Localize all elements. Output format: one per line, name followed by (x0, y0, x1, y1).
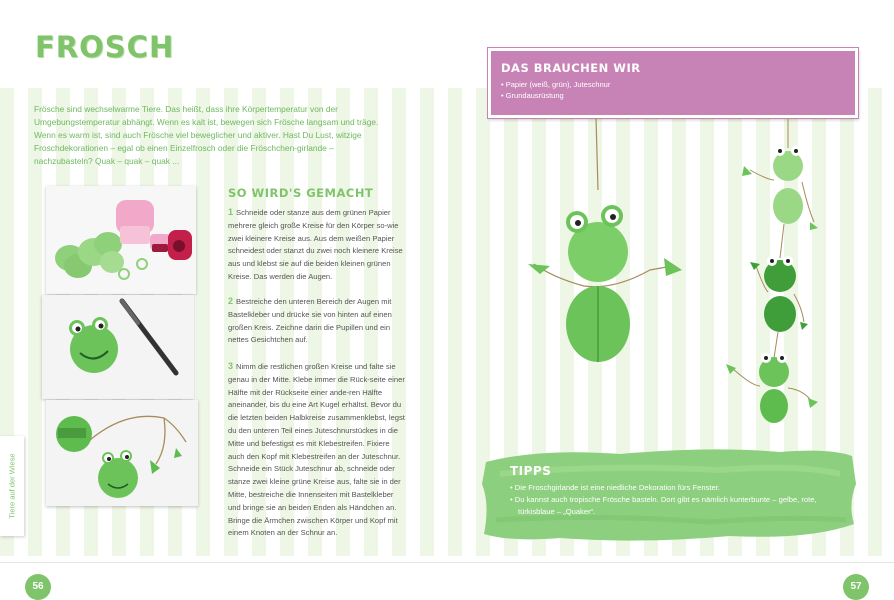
big-frog-figure (528, 118, 682, 362)
tips-item: • Du kannst auch tropische Frösche basteln. Dort gibt es nämlich kunterbunte – gelbe, rote, türkisblaue – „Quaker“. (510, 494, 850, 518)
materials-list (501, 79, 845, 101)
photo-frog-face-pen (42, 295, 194, 399)
tips-heading: TIPPS (510, 464, 552, 478)
step-number: 3 (228, 361, 234, 371)
tips-box (480, 444, 860, 544)
small-frog-middle (750, 224, 808, 332)
materials-heading: DAS BRAUCHEN WIR (501, 61, 641, 75)
chapter-side-tab (0, 436, 24, 536)
small-frog-bottom (726, 332, 818, 423)
instructions-heading: SO WIRD'S GEMACHT (228, 186, 374, 200)
photo-punch-circles (46, 186, 196, 294)
step-text: Nimm die restlichen großen Kreise und falte sie genau in der Mitte. Klebe immer die Rück-seite einer Hälfte mit der Rückseite einer ande-ren Hälfte aneinander, bis du eine Art Kugel erhältst. Bevor du die letzten beiden Halbkreise zusammenklebst, legst du den unteren Teil eines Juteschnurstückes in die Mitte und befestigst es mit Klebestreifen. Fixiere auch den Kopf mit Klebestreifen an der Juteschnur. Schneide ein Stück Juteschnur ab, schneide oder stanze zwei kleine grüne Kreise aus, falte sie in der Mitte, bestreiche die Innenseiten mit Bastelkleber und bringe sie an beiden Enden als Händchen an. Bringe die Ärmchen zwischen Körper und Kopf mit einem Knoten an der Schnur an. (228, 362, 405, 538)
frog-face-pen-illustration (42, 295, 194, 399)
small-frog-top (742, 118, 818, 230)
step-number: 2 (228, 296, 234, 306)
materials-item: • Grundausrüstung (501, 90, 845, 101)
tips-list (510, 482, 850, 518)
frog-string-illustration (46, 400, 198, 506)
step-text: Schneide oder stanze aus dem grünen Papier mehrere gleich große Kreise für den Körper so-wie zwei kleinere Kreise aus. Aus dem weißen Papier schneidest oder stanzt du zwei noch kleinere Kreise aus und klebst sie auf die beiden kleinen grünen Kreise. Das werden die Augen. (228, 208, 403, 281)
step-2 (228, 295, 408, 347)
page-title: FROSCH (35, 30, 175, 64)
page-number-left: 56 (25, 574, 51, 600)
tips-item: • Die Froschgirlande ist eine niedliche Dekoration fürs Fenster. (510, 482, 850, 494)
step-3 (228, 360, 408, 540)
step-1 (228, 206, 408, 284)
page-bottom-divider (0, 562, 894, 563)
step-text: Bestreiche den unteren Bereich der Augen mit Bastelkleber und drücke sie von hinten auf einen großen Kreis. Zeichne darin die Pupillen und ein nettes Gesichtchen auf. (228, 297, 392, 345)
intro-text: Frösche sind wechselwarme Tiere. Das heißt, dass ihre Körpertemperatur von der Umgebungstemperatur abhängt. Wenn es kalt ist, bewegen sich Frösche langsam und träge. Wenn es warm ist, sind auch Frösche viel beweglicher und aktiver. Hast Du Lust, witzige Froschdekorationen – egal ob einen Einzelfrosch oder die Fröschchen-girlande – nachzubasteln? Quak – quak – quak ... (34, 104, 379, 166)
materials-item: • Papier (weiß, grün), Juteschnur (501, 79, 845, 90)
punch-circles-illustration (46, 186, 196, 294)
photo-frog-string (46, 400, 198, 506)
frog-decorations-photo (488, 118, 888, 428)
step-number: 1 (228, 207, 234, 217)
page-number-right: 57 (843, 574, 869, 600)
materials-box (488, 48, 858, 118)
chapter-label: Tiere auf der Wiese (7, 453, 17, 519)
